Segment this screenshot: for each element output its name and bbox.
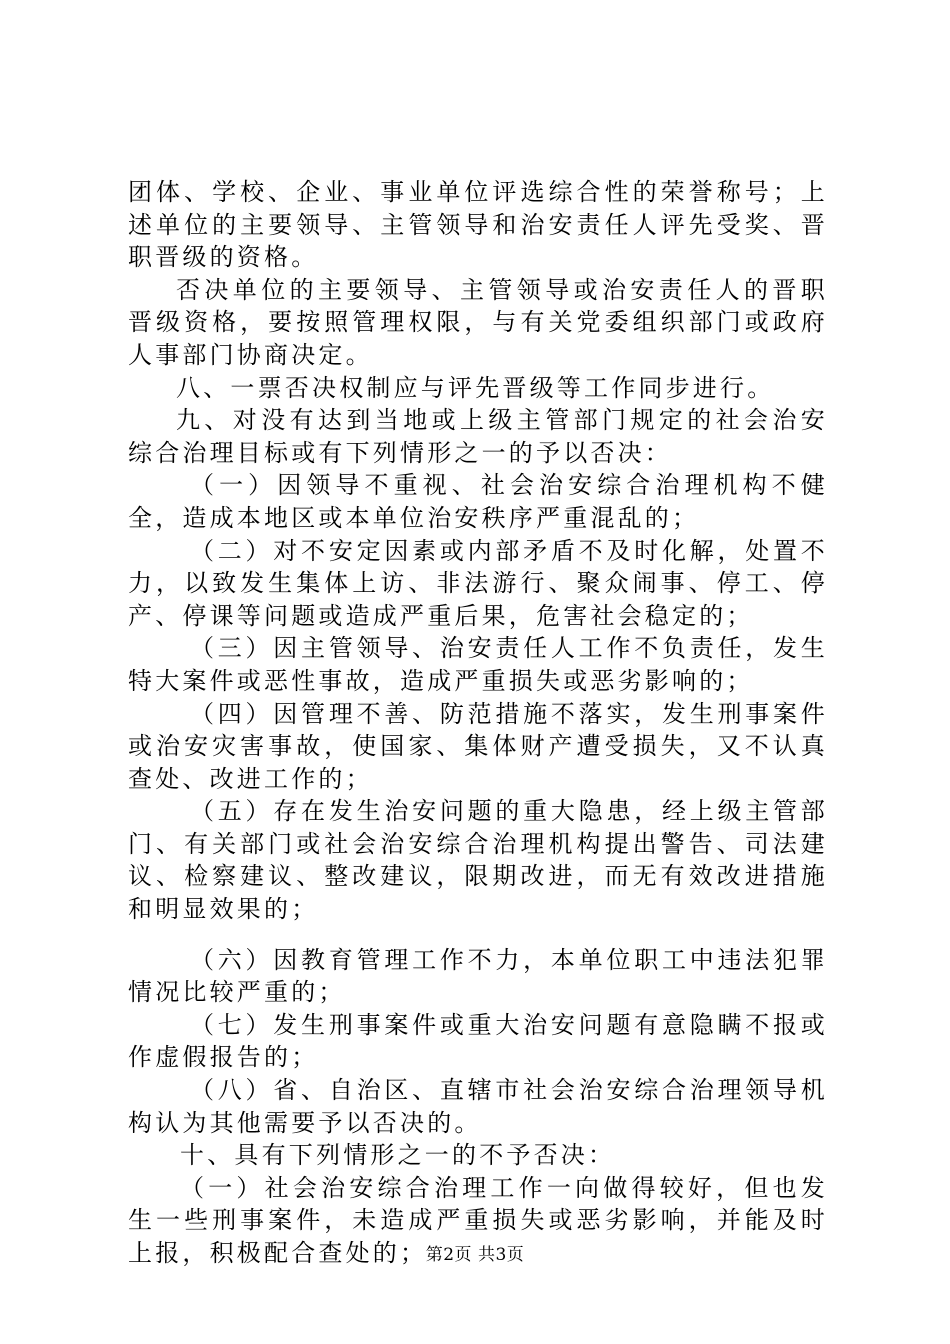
list-item-9-7: （七）发生刑事案件或重大治安问题有意隐瞒不报或作虚假报告的； — [128, 1010, 828, 1072]
list-item-9-5: （五）存在发生治安问题的重大隐患，经上级主管部门、有关部门或社会治安综合治理机构提出警告、司法建议、检察建议、整改建议，限期改进，而无有效改进措施和明显效果的； — [128, 797, 828, 924]
list-item-9-4: （四）因管理不善、防范措施不落实，发生刑事案件或治安灾害事故，使国家、集体财产遭受损失，又不认真查处、改进工作的； — [128, 699, 828, 793]
list-item-9-6: （六）因教育管理工作不力，本单位职工中违法犯罪情况比较严重的； — [128, 945, 828, 1007]
paragraph-article-10: 十、具有下列情形之一的不予否决： — [180, 1141, 616, 1170]
document-body — [128, 176, 828, 1270]
paragraph-article-9: 九、对没有达到当地或上级主管部门规定的社会治安综合治理目标或有下列情形之一的予以否决： — [128, 406, 828, 467]
list-item-9-8: （八）省、自治区、直辖市社会治安综合治理领导机构认为其他需要予以否决的。 — [128, 1076, 828, 1137]
list-item-10-1: （一）社会治安综合治理工作一向做得较好，但也发生一些刑事案件，未造成严重损失或恶劣影响，并能及时上报，积极配合查处的； — [128, 1173, 828, 1267]
list-item-9-2: （二）对不安定因素或内部矛盾不及时化解，处置不力，以致发生集体上访、非法游行、聚众闹事、停工、停产、停课等问题或造成严重后果，危害社会稳定的； — [128, 536, 828, 630]
paragraph-continuation: 团体、学校、企业、事业单位评选综合性的荣誉称号；上述单位的主要领导、主管领导和治安责任人评先受奖、晋职晋级的资格。 — [128, 178, 828, 272]
list-item-9-3: （三）因主管领导、治安责任人工作不负责任，发生特大案件或恶性事故，造成严重损失或恶劣影响的； — [128, 634, 828, 695]
paragraph-article-8: 八、一票否决权制应与评先晋级等工作同步进行。 — [176, 373, 775, 402]
page-number-footer: 第2页 共3页 — [425, 1245, 525, 1265]
paragraph-veto-qualification: 否决单位的主要领导、主管领导或治安责任人的晋职晋级资格，要按照管理权限，与有关党委组织部门或政府人事部门协商决定。 — [128, 275, 828, 369]
list-item-9-1: （一）因领导不重视、社会治安综合治理机构不健全，造成本地区或本单位治安秩序严重混乱的； — [128, 471, 828, 532]
